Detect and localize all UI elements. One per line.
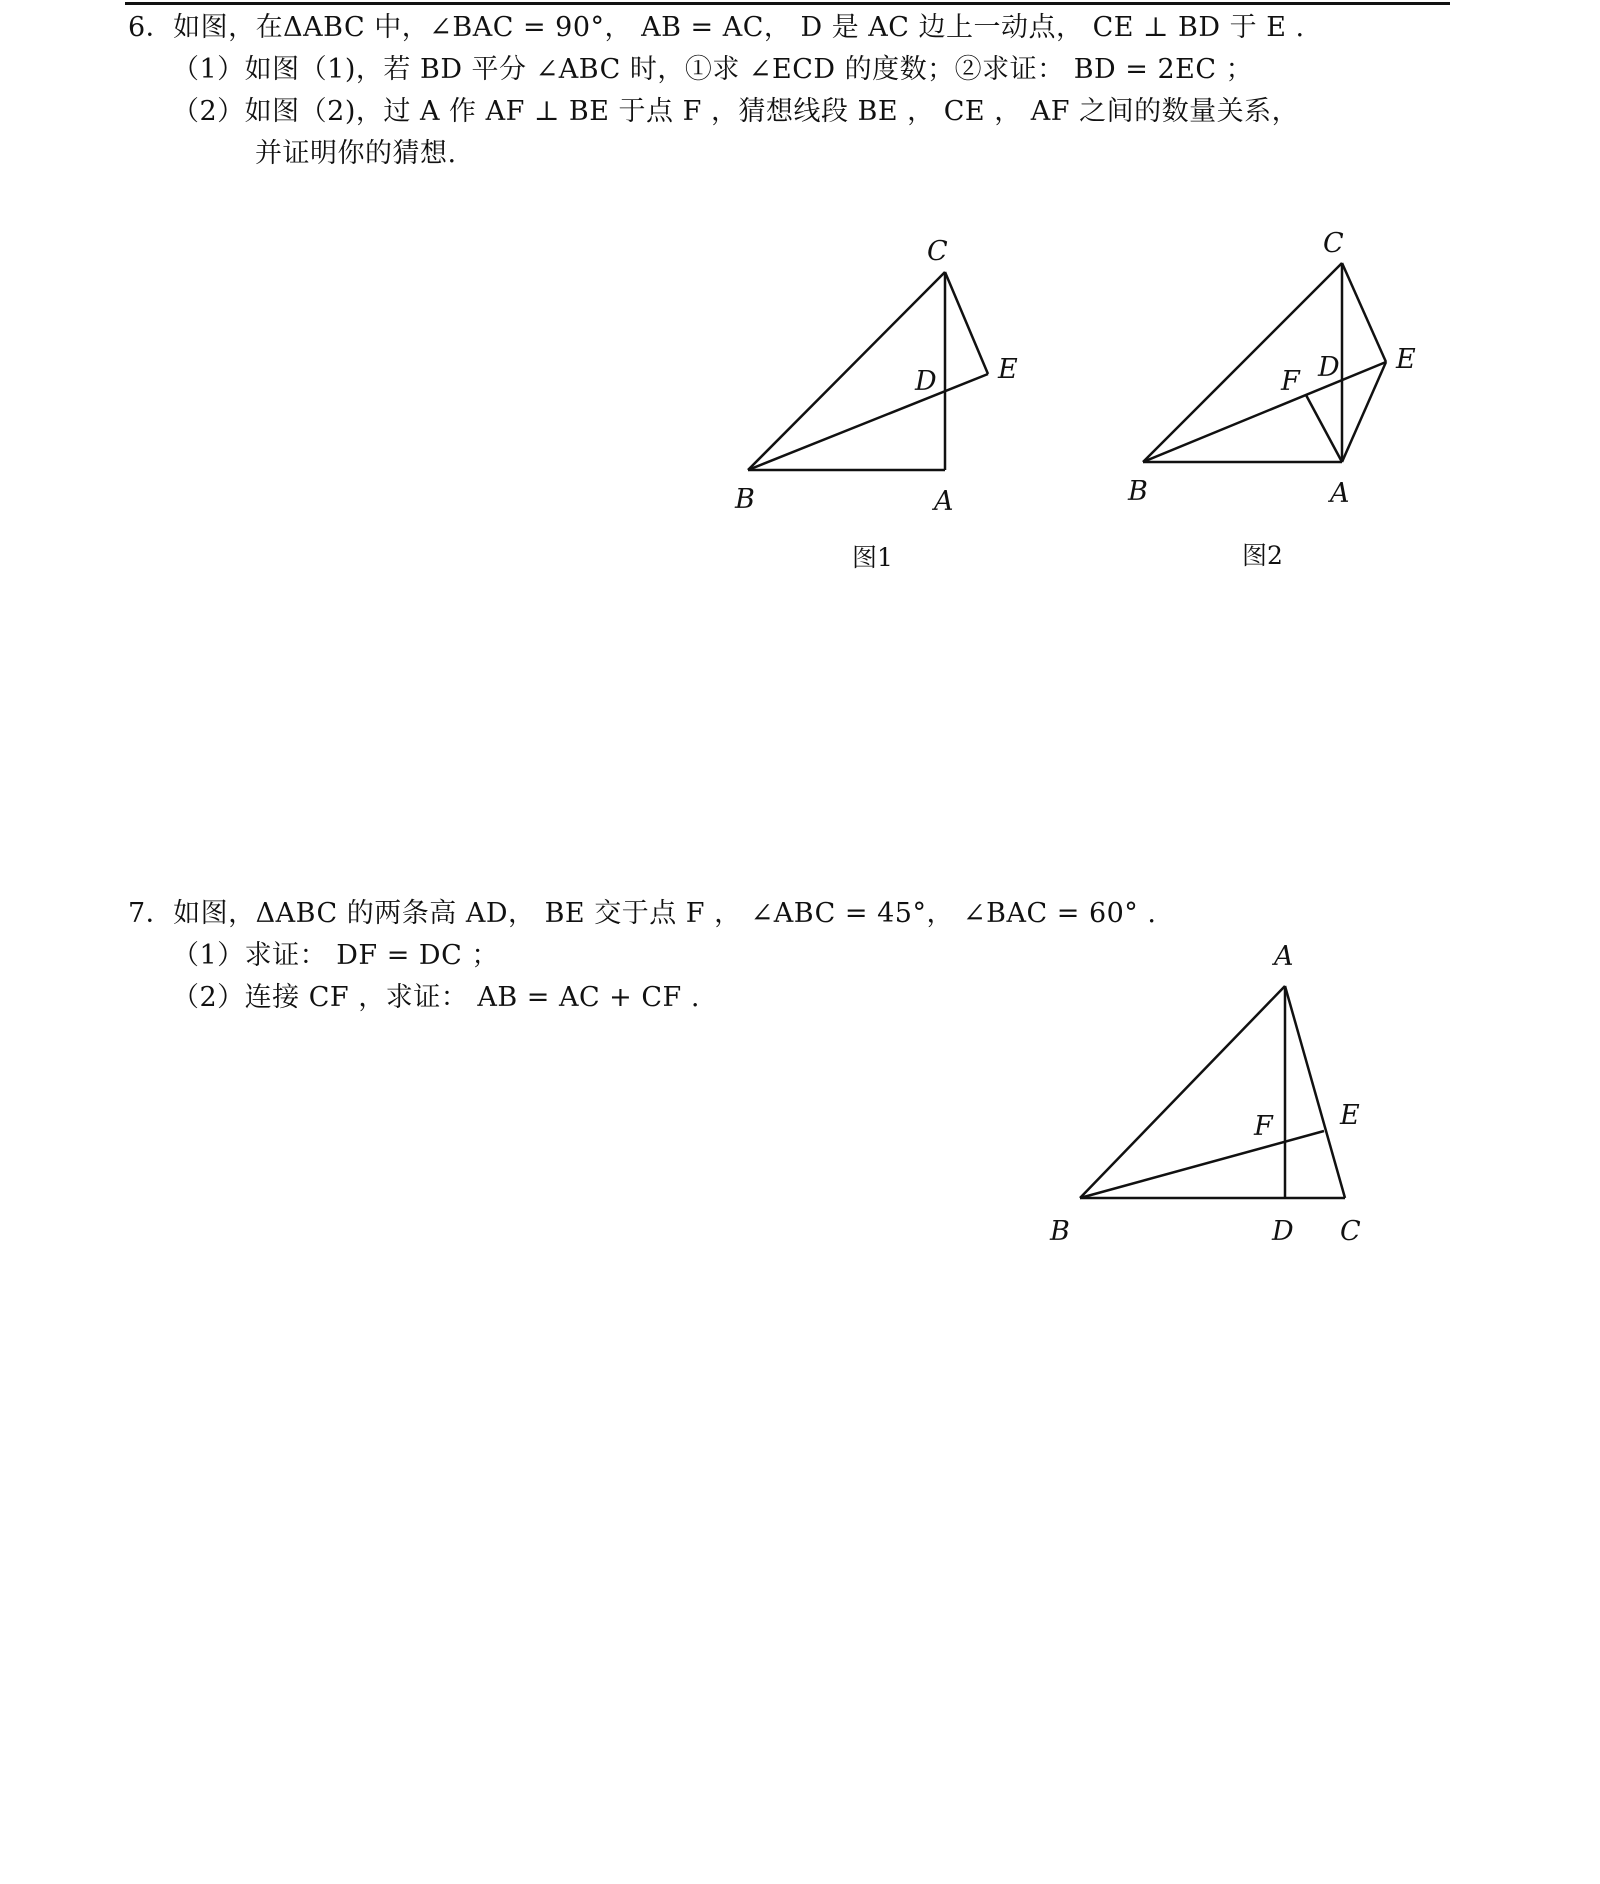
problem6-part2-line1: （2）如图（2)，过 A 作 AF ⊥ BE 于点 F ，猜想线段 BE ， CE ， AF 之间的数量关系， xyxy=(172,96,1300,127)
fig3-label-D: D xyxy=(1272,1216,1294,1247)
fig2-label-E: E xyxy=(1396,344,1416,375)
figure-1 xyxy=(748,272,988,470)
fig1-label-B: B xyxy=(735,484,755,515)
fig3-segment-BE xyxy=(1080,1131,1324,1198)
fig3-label-A: A xyxy=(1274,941,1294,972)
fig3-segment-AB xyxy=(1080,986,1285,1198)
figure-2 xyxy=(1143,263,1386,462)
fig3-label-C: C xyxy=(1340,1216,1361,1247)
problem7-part1: （1）求证： DF = DC ； xyxy=(172,940,499,971)
fig3-label-F: F xyxy=(1254,1111,1273,1142)
fig3-label-B: B xyxy=(1050,1216,1070,1247)
problem7-stem: 7．如图，ΔABC 的两条高 AD， BE 交于点 F ， ∠ABC = 45°， ∠BAC = 60° . xyxy=(128,898,1157,929)
problem6-part2-line2: 并证明你的猜想. xyxy=(255,138,457,169)
fig2-label-C: C xyxy=(1323,228,1344,259)
problem7-part2: （2）连接 CF ，求证： AB = AC + CF . xyxy=(172,982,700,1013)
fig2-label-A: A xyxy=(1330,478,1350,509)
fig1-label-A: A xyxy=(934,486,954,517)
fig2-caption: 图2 xyxy=(1242,541,1283,570)
fig1-segment-CE xyxy=(945,272,988,374)
fig1-label-E: E xyxy=(998,354,1018,385)
fig1-caption: 图1 xyxy=(852,543,893,572)
fig1-label-C: C xyxy=(927,236,948,267)
fig2-label-F: F xyxy=(1281,366,1300,397)
problem6-stem: 6．如图，在ΔABC 中，∠BAC = 90°， AB = AC， D 是 AC 边上一动点， CE ⊥ BD 于 E . xyxy=(128,12,1305,43)
problem6-part1: （1）如图（1)，若 BD 平分 ∠ABC 时，①求 ∠ECD 的度数；②求证： BD = 2EC ； xyxy=(172,54,1254,85)
fig3-label-E: E xyxy=(1340,1100,1360,1131)
fig2-label-D: D xyxy=(1318,352,1340,383)
fig3-segment-AC xyxy=(1285,986,1345,1198)
fig2-segment-CE xyxy=(1342,263,1386,362)
fig1-segment-BE xyxy=(748,374,988,470)
fig1-label-D: D xyxy=(915,366,937,397)
figure-3 xyxy=(1080,986,1345,1198)
fig2-segment-AF xyxy=(1306,395,1342,462)
fig2-segment-BC xyxy=(1143,263,1342,462)
fig2-label-B: B xyxy=(1128,476,1148,507)
